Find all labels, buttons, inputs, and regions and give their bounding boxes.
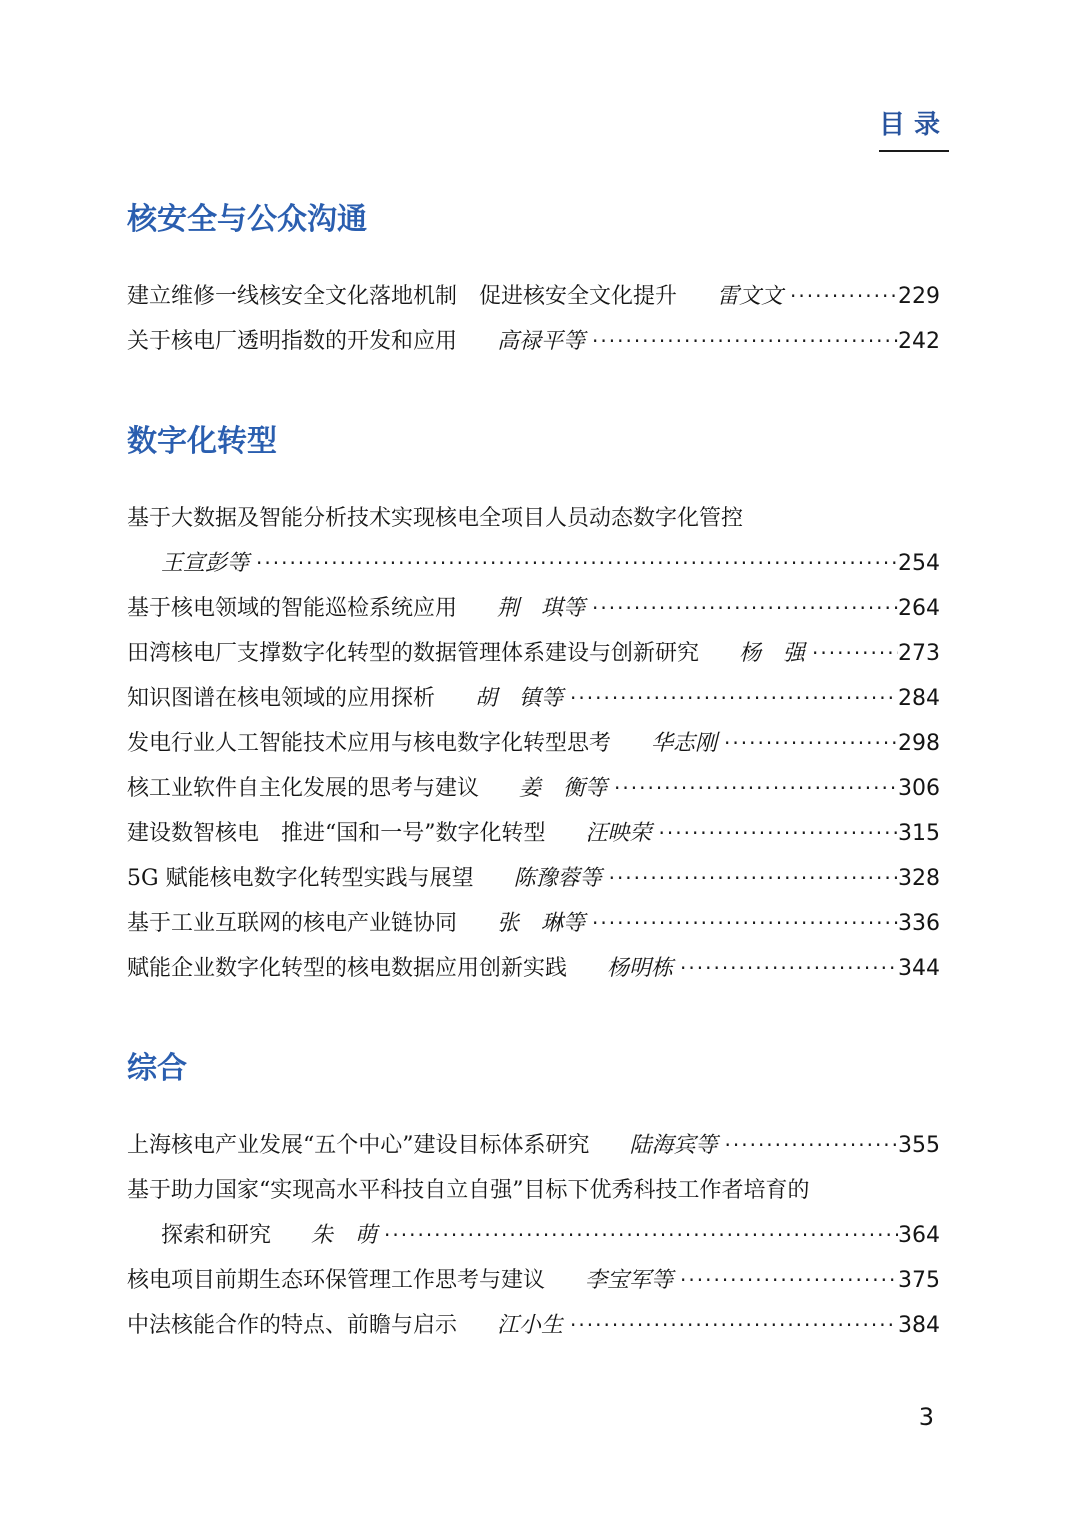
- entry-title: 知识图谱在核电领域的应用探析: [127, 686, 436, 711]
- toc-entry-row: [127, 319, 940, 364]
- entry-author: 姜 衡等: [519, 776, 608, 801]
- entry-page-number: 229: [898, 284, 940, 309]
- toc-section: [127, 200, 940, 364]
- footer-page-number: 3: [918, 1403, 934, 1431]
- entry-author: 张 琳等: [497, 911, 586, 936]
- entry-page-number: 306: [898, 776, 940, 801]
- leader-dots: [680, 1258, 898, 1303]
- entry-page-number: 264: [898, 596, 940, 621]
- entry-page-number: 242: [898, 329, 940, 354]
- toc-entry-row: [127, 586, 940, 631]
- toc-entry-row: [127, 1168, 940, 1213]
- leader-dots: [812, 631, 898, 676]
- leader-dots: [614, 766, 898, 811]
- entry-author: 王宣彭等: [161, 551, 250, 576]
- entry-title: 中法核能合作的特点、前瞻与启示: [127, 1313, 458, 1338]
- toc-entry-row: [127, 496, 940, 541]
- entry-page-number: 315: [898, 821, 940, 846]
- toc-entry-row: [127, 901, 940, 946]
- leader-dots: [724, 721, 898, 766]
- entry-title: 上海核电产业发展“五个中心”建设目标体系研究: [127, 1133, 590, 1158]
- entry-page-number: 273: [898, 641, 940, 666]
- entry-author: 荆 琪等: [497, 596, 586, 621]
- section-heading: 核安全与公众沟通: [127, 202, 367, 237]
- toc-entry-row: [127, 541, 940, 586]
- entry-title: 建设数智核电 推进“国和一号”数字化转型: [127, 821, 546, 846]
- entry-page-number: 384: [898, 1313, 940, 1338]
- toc-entry-row: [127, 766, 940, 811]
- section-rows: [127, 274, 940, 364]
- toc-section: [127, 422, 940, 991]
- toc-entry-row: [127, 1258, 940, 1303]
- leader-dots: [570, 1303, 898, 1348]
- entry-page-number: 284: [898, 686, 940, 711]
- entry-title: 核电项目前期生态环保管理工作思考与建议: [127, 1268, 546, 1293]
- entry-page-number: 298: [898, 731, 940, 756]
- leader-dots: [570, 676, 898, 721]
- section-heading: 数字化转型: [127, 424, 277, 459]
- entry-title: 5G 赋能核电数字化转型实践与展望: [127, 866, 474, 891]
- toc-entry-row: [127, 1213, 940, 1258]
- entry-title: 基于核电领域的智能巡检系统应用: [127, 596, 458, 621]
- entry-page-number: 344: [898, 956, 940, 981]
- toc-entry-row: [127, 721, 940, 766]
- toc-section: [127, 1049, 940, 1348]
- entry-title: 赋能企业数字化转型的核电数据应用创新实践: [127, 956, 568, 981]
- entry-page-number: 364: [898, 1223, 940, 1248]
- toc-corner-label: 目录: [879, 104, 949, 152]
- toc-entry-row: [127, 1303, 940, 1348]
- leader-dots: [680, 946, 898, 991]
- entry-page-number: 375: [898, 1268, 940, 1293]
- entry-title: 基于大数据及智能分析技术实现核电全项目人员动态数字化管控: [127, 506, 744, 531]
- leader-dots: [659, 811, 898, 856]
- section-rows: [127, 1123, 940, 1348]
- entry-title: 关于核电厂透明指数的开发和应用: [127, 329, 458, 354]
- toc-entry-row: [127, 631, 940, 676]
- entry-title: 发电行业人工智能技术应用与核电数字化转型思考: [127, 731, 612, 756]
- entry-title: 建立维修一线核安全文化落地机制 促进核安全文化提升: [127, 284, 678, 309]
- toc-entry-row: [127, 946, 940, 991]
- entry-title: 核工业软件自主化发展的思考与建议: [127, 776, 480, 801]
- entry-author: 李宝军等: [585, 1268, 674, 1293]
- entry-author: 杨明栋: [607, 956, 674, 981]
- entry-page-number: 328: [898, 866, 940, 891]
- leader-dots: [609, 856, 898, 901]
- entry-author: 杨 强: [739, 641, 806, 666]
- entry-page-number: 336: [898, 911, 940, 936]
- leader-dots: [384, 1213, 898, 1258]
- section-heading: 综合: [127, 1051, 187, 1086]
- entry-author: 陈豫蓉等: [513, 866, 602, 891]
- entry-author: 陆海宾等: [629, 1133, 718, 1158]
- entry-page-number: 355: [898, 1133, 940, 1158]
- leader-dots: [790, 274, 898, 319]
- toc-entry-row: [127, 1123, 940, 1168]
- entry-author: 高禄平等: [497, 329, 586, 354]
- toc-entry-row: [127, 856, 940, 901]
- entry-author: 江小生: [497, 1313, 564, 1338]
- leader-dots: [592, 901, 898, 946]
- entry-author: 华志刚: [651, 731, 718, 756]
- toc-main: [127, 0, 940, 1348]
- leader-dots: [592, 319, 898, 364]
- entry-title: 基于助力国家“实现高水平科技自立自强”目标下优秀科技工作者培育的: [127, 1178, 810, 1203]
- section-rows: [127, 496, 940, 991]
- entry-author: 胡 镇等: [475, 686, 564, 711]
- entry-author: 汪映荣: [585, 821, 652, 846]
- entry-author: 朱 萌: [311, 1223, 378, 1248]
- entry-author: 雷文文: [717, 284, 784, 309]
- toc-entry-row: [127, 676, 940, 721]
- leader-dots: [592, 586, 898, 631]
- leader-dots: [256, 541, 898, 586]
- toc-entry-row: [127, 274, 940, 319]
- entry-title: 田湾核电厂支撑数字化转型的数据管理体系建设与创新研究: [127, 641, 700, 666]
- leader-dots: [725, 1123, 898, 1168]
- toc-entry-row: [127, 811, 940, 856]
- entry-title: 探索和研究: [161, 1223, 272, 1248]
- entry-title: 基于工业互联网的核电产业链协同: [127, 911, 458, 936]
- entry-page-number: 254: [898, 551, 940, 576]
